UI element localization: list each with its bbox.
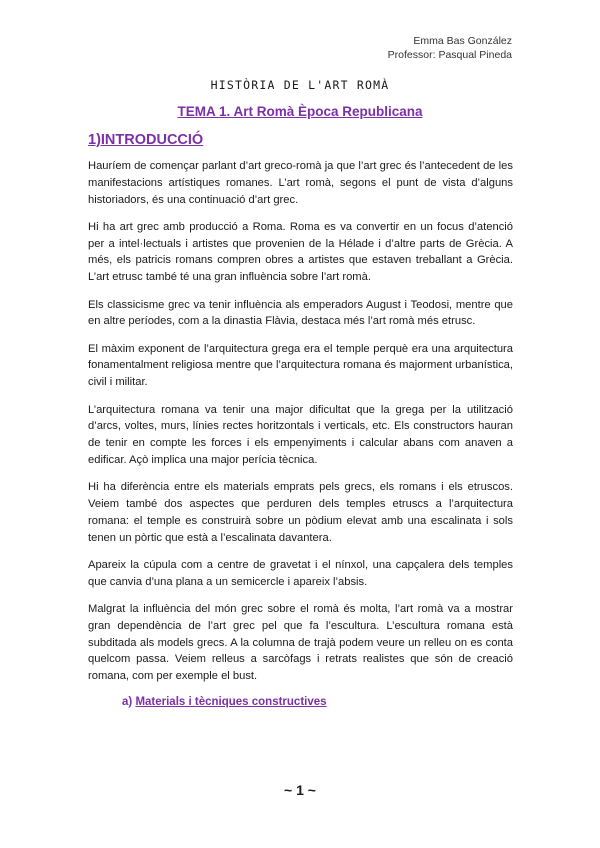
paragraph: Hauríem de començar parlant d’art greco-romà ja que l’art grec és l’antecedent de les manifestacions artístiques romanes. L’art romà, segons el punt de vista d’alguns historiadors, és una continuació d’art grec. <box>88 160 513 206</box>
paragraph: Malgrat la influència del món grec sobre el romà és molta, l’art romà va a mostrar gran dependència de l’art grec pel que fa l’escultura. L’escultura romana està subditada als models grecs. A la columna de trajà podem veure un relleu on es conta quelcom passa. Veiem relleus a sarcòfags i retrats realistes que són de creació romana, com per exemple el bust. <box>88 603 513 683</box>
paragraph: Els classicisme grec va tenir influència als emperadors August i Teodosi, mentre que en altre períodes, com a la dinastia Flàvia, destaca més l’art romà més etrusc. <box>88 298 513 328</box>
page-number: ~ 1 ~ <box>284 782 316 798</box>
professor-name: Professor: Pasqual Pineda <box>387 48 512 61</box>
paragraph: Hi ha diferència entre els materials emprats pels grecs, els romans i els etruscos. Veiem també dos aspectes que perduren dels temples etruscs a l’arquitectura romana: el temple es construirà sobre un pòdium elevat amb una escalinata i sols tenen un pòrtic que està a l’escalinata davantera. <box>88 481 513 544</box>
document-title: HISTÒRIA DE L'ART ROMÀ <box>210 78 390 92</box>
subsection-heading <box>122 696 327 708</box>
body-text <box>88 158 513 696</box>
paragraph: Apareix la cúpula com a centre de gravetat i el nínxol, una capçalera dels temples que canvia d’una plana a un semicercle i apareix l’absis. <box>88 558 513 588</box>
author-name: Emma Bas González <box>413 35 512 47</box>
subsection-marker: a) <box>122 696 133 708</box>
paragraph: Hi ha art grec amb producció a Roma. Roma es va convertir en un focus d’atenció per a intel·lectuals i artistes que provenien de la Hélade i d’altre parts de Grècia. A més, els patricis romans compren obres a artistes que estaven treballant a Grècia. L’art etrusc també té una gran influència sobre l’art romà. <box>88 220 513 284</box>
page-header <box>388 35 512 62</box>
section-heading: 1)INTRODUCCIÓ <box>88 132 204 148</box>
tema-heading: TEMA 1. Art Romà Època Republicana <box>177 104 423 119</box>
paragraph: El màxim exponent de l’arquitectura grega era el temple perquè era una arquitectura fonamentalment religiosa mentre que l’arquitectura romana és majorment urbanística, civil i militar. <box>88 342 513 389</box>
subsection-label: Materials i tècniques constructives <box>135 696 327 708</box>
paragraph: L’arquitectura romana va tenir una major dificultat que la grega per la utilització d’arcs, voltes, murs, línies rectes horitzontals i verticals, etc. Els constructors hauran de tenir en compte les forces i els empenyiments i calcular abans com anaven a edificar. Açò implica una major perícia tècnica. <box>88 403 513 466</box>
